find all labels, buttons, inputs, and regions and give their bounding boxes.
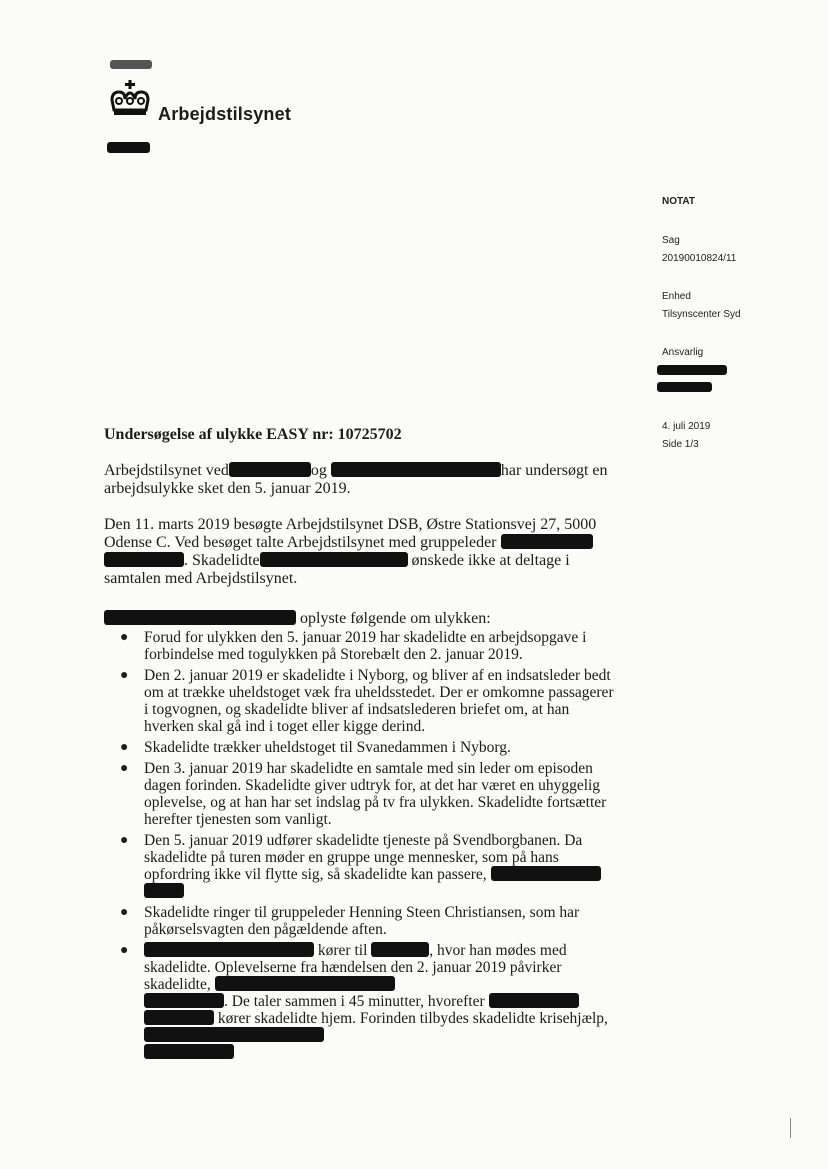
crown-logo-icon (108, 80, 152, 122)
list-item: ● Skadelidte trækker uheldstoget til Svanedammen i Nyborg. (120, 739, 511, 756)
list-item: ● Den 2. januar 2019 er skadelidte i Nyborg, og bliver af en indsatsleder bedt om at trække uheldstoget væk fra uheldsstedet. Der er omkomne passagerer i togvognen, og skadelidte bliver af indsatslederen briefet om, at han hverken skal gå ind i toget eller kigge derind. (120, 667, 614, 735)
sag-label: Sag (662, 235, 680, 246)
list-item: ● kører til , hvor han mødes med skadelidte. Oplevelserne fra hændelsen den 2. januar 2019 påvirker skadelidte, . De taler sammen i 45 minutter, hvorefter kører skadelidte hjem. Forinden tilbydes skadelidte krisehjælp, (116, 942, 616, 1061)
paragraph-intro (104, 462, 624, 498)
enhed-label: Enhed (662, 291, 691, 302)
page-number: Side 1/3 (662, 439, 699, 450)
redaction (144, 993, 224, 1008)
redaction (144, 1044, 234, 1059)
list-item: ● Den 5. januar 2019 udfører skadelidte tjeneste på Svendborgbanen. Da skadelidte på turen møder en gruppe unge mennesker, som på hans opfordring ikke vil flytte sig, så skadelidte kan passere, (116, 832, 616, 900)
redaction (229, 462, 311, 477)
redaction (144, 1027, 324, 1042)
paragraph-visit (104, 516, 624, 588)
bullet-icon: ● (120, 905, 129, 920)
document-title: Undersøgelse af ulykke EASY nr: 10725702 (104, 426, 402, 443)
redaction (489, 993, 579, 1008)
list-item: ● Forud for ulykken den 5. januar 2019 har skadelidte en arbejdsopgave i forbindelse med togulykken på Storebælt den 2. januar 2019. (120, 629, 587, 663)
accident-bullet-list (116, 629, 616, 1065)
visit-text-a: Den 11. marts 2019 besøgte Arbejdstilsynet DSB, Østre Stationsvej 27, 5000 Odense C. Ved besøget talte Arbejdstilsynet med gruppeleder (104, 516, 597, 551)
bullet-icon: ● (120, 943, 129, 958)
redaction (371, 942, 429, 957)
intro-text-c: har undersøgt en arbejdsulykke sket den 5. januar 2019. (104, 462, 608, 497)
header-redaction-top (110, 60, 152, 69)
bullet-icon: ● (120, 630, 129, 645)
lead-text: oplyste følgende om ulykken: (300, 610, 491, 627)
list-item: ● Skadelidte ringer til gruppeleder Henning Steen Christiansen, som har påkørselsvagten den pågældende aften. (120, 904, 580, 938)
date: 4. juli 2019 (662, 421, 711, 432)
redaction (215, 976, 395, 991)
redaction (491, 866, 601, 881)
sag-value: 20190010824/11 (662, 253, 737, 264)
paragraph-lead (104, 610, 624, 628)
bullet-icon: ● (120, 740, 129, 755)
redaction (144, 942, 314, 957)
bullet-icon: ● (120, 668, 129, 683)
bullet-icon: ● (120, 833, 129, 848)
redaction (104, 552, 184, 567)
redaction (501, 534, 593, 549)
intro-text-b: og (310, 462, 327, 479)
visit-text-b: . Skadelidte (184, 552, 260, 569)
redaction (144, 883, 184, 898)
bullet-icon: ● (120, 761, 129, 776)
enhed-value: Tilsynscenter Syd (662, 309, 741, 320)
header-redaction-bottom (107, 142, 150, 153)
ansvarlig-redaction-2 (657, 382, 712, 392)
ansvarlig-label: Ansvarlig (662, 347, 704, 358)
redaction (331, 462, 501, 477)
redaction (260, 552, 408, 567)
ansvarlig-redaction-1 (657, 365, 727, 375)
redaction (144, 1010, 214, 1025)
doc-type: NOTAT (662, 196, 695, 207)
intro-text-a: Arbejdstilsynet ved (104, 462, 229, 479)
visit-text-c: ønskede ikke at deltage i samtalen med Arbejdstilsynet. (104, 552, 570, 587)
redaction (104, 610, 296, 625)
scan-artifact-line (790, 1118, 791, 1138)
organization-name: Arbejdstilsynet (158, 104, 292, 124)
list-item: ● Den 3. januar 2019 har skadelidte en samtale med sin leder om episoden dagen forinden. Skadelidte giver udtryk for, at det har været en uhyggelig oplevelse, og at han har set indslag på tv fra ulykken. Skadelidte fortsætter herefter tjenesten som vanligt. (120, 760, 607, 828)
